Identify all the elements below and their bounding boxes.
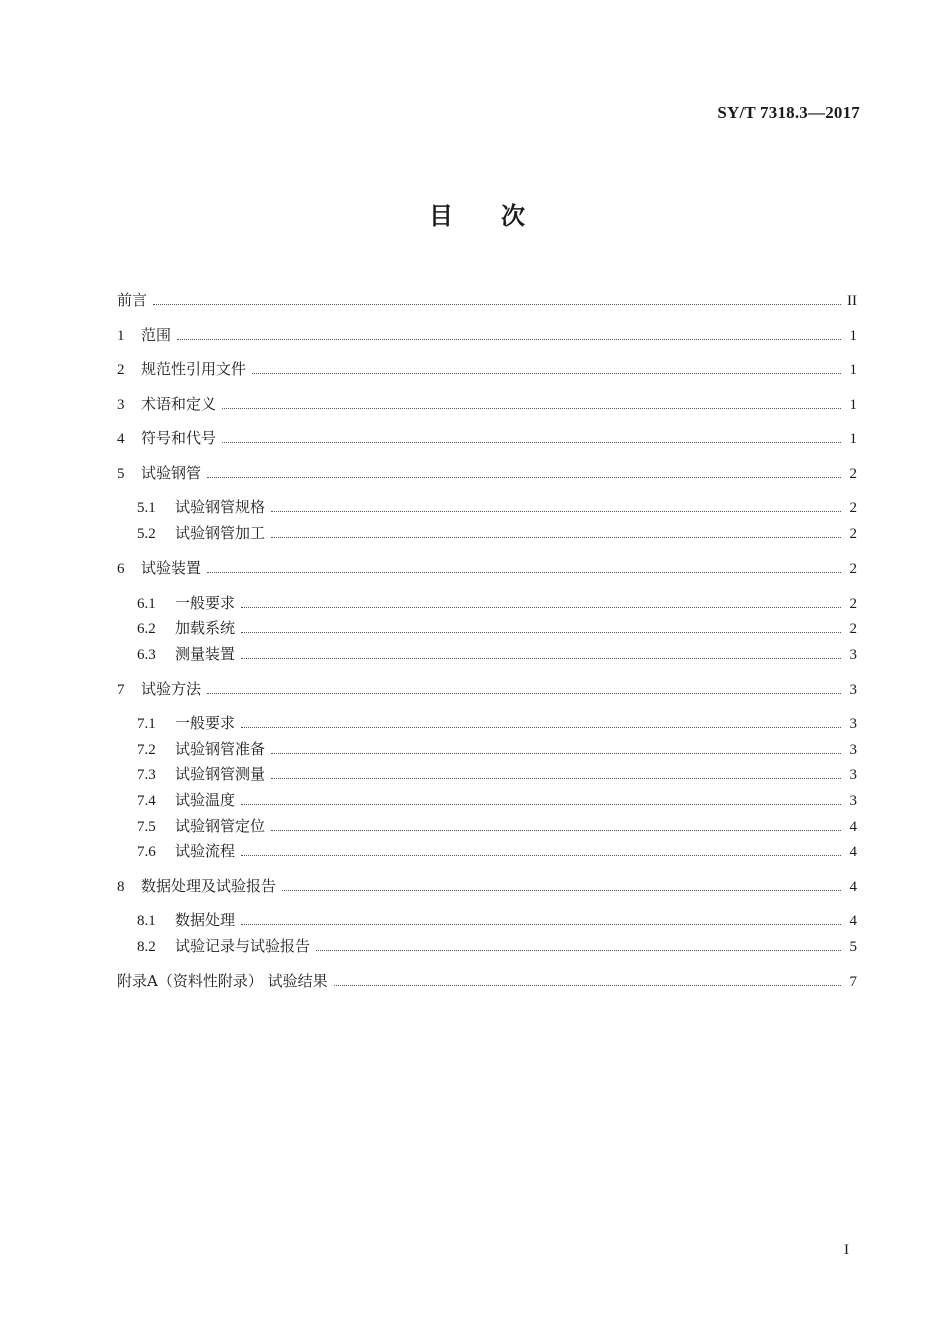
toc-entry-label: 试验钢管加工 — [175, 524, 266, 542]
toc-entry-number: 7.3 — [137, 767, 156, 783]
toc-title: 目次 — [429, 202, 573, 230]
toc-entry-number: 5.1 — [137, 500, 156, 516]
toc-dot-leader — [153, 304, 841, 305]
toc-dot-leader — [316, 950, 841, 951]
toc-entry-number: 6.3 — [137, 647, 156, 663]
toc-entry-page: 2 — [849, 596, 857, 612]
toc-entry-page: 3 — [849, 793, 857, 809]
toc-dot-leader — [241, 658, 841, 659]
toc-entry-page: 2 — [849, 621, 857, 637]
toc-entry-label: 测量装置 — [175, 645, 236, 663]
toc-entry-number: 8.1 — [137, 913, 156, 929]
toc-entry-page: 1 — [849, 362, 857, 378]
toc-entry[interactable] — [117, 393, 857, 415]
toc-entry[interactable] — [137, 909, 857, 931]
toc-entry[interactable] — [137, 643, 857, 665]
toc-entry[interactable] — [117, 427, 857, 449]
toc-entry-page: 5 — [849, 939, 857, 955]
toc-entry[interactable] — [137, 840, 857, 862]
toc-entry-label: 试验钢管规格 — [175, 498, 266, 516]
toc-entry[interactable] — [137, 815, 857, 837]
toc-dot-leader — [271, 778, 841, 779]
toc-entry[interactable] — [117, 462, 857, 484]
toc-entry-label: 试验钢管准备 — [175, 740, 266, 758]
toc-entry-page: 2 — [849, 466, 857, 482]
toc-entry-label: 术语和定义 — [141, 395, 217, 413]
toc-entry[interactable] — [117, 875, 857, 897]
toc-entry-number: 7.5 — [137, 819, 156, 835]
toc-entry-page: 3 — [849, 742, 857, 758]
toc-entry-number: 6.2 — [137, 621, 156, 637]
toc-entry[interactable] — [117, 324, 857, 346]
toc-entry[interactable] — [137, 789, 857, 811]
toc-entry-page: 1 — [849, 328, 857, 344]
toc-entry[interactable] — [137, 522, 857, 544]
toc-entry-number: 2 — [117, 362, 125, 378]
toc-dot-leader — [282, 890, 841, 891]
toc-dot-leader — [177, 339, 841, 340]
toc-entry-label: 试验温度 — [175, 791, 236, 809]
toc-entry-number: 1 — [117, 328, 125, 344]
toc-entry-page: II — [847, 293, 857, 309]
toc-entry[interactable] — [117, 557, 857, 579]
toc-entry-number: 8 — [117, 879, 125, 895]
toc-entry-label: 试验方法 — [141, 680, 202, 698]
toc-entry-label: 范围 — [141, 326, 172, 344]
toc-entry[interactable] — [117, 289, 857, 311]
toc-entry-number: 7.6 — [137, 844, 156, 860]
toc-entry-label: 试验装置 — [141, 559, 202, 577]
toc-entry[interactable] — [137, 496, 857, 518]
toc-dot-leader — [222, 442, 841, 443]
toc-entry-number: 7 — [117, 682, 125, 698]
toc-entry-number: 5.2 — [137, 526, 156, 542]
toc-entry-label: 规范性引用文件 — [141, 360, 247, 378]
toc-entry-page: 4 — [849, 879, 857, 895]
toc-dot-leader — [271, 830, 841, 831]
toc-entry-page: 3 — [849, 682, 857, 698]
toc-entry-label: 试验流程 — [175, 842, 236, 860]
toc-entry-label: 试验记录与试验报告 — [175, 937, 311, 955]
toc-entry[interactable] — [137, 712, 857, 734]
toc-entry-number: 6 — [117, 561, 125, 577]
toc-entry-page: 2 — [849, 561, 857, 577]
toc-entry-label: 数据处理及试验报告 — [141, 877, 277, 895]
toc-entry[interactable] — [137, 935, 857, 957]
toc-dot-leader — [334, 985, 841, 986]
toc-entry[interactable] — [137, 763, 857, 785]
toc-entry[interactable] — [137, 592, 857, 614]
toc-entry-label: 试验钢管 — [141, 464, 202, 482]
toc-entry-number: 4 — [117, 431, 125, 447]
toc-entry-page: 7 — [849, 974, 857, 990]
toc-entry-label: 一般要求 — [175, 714, 236, 732]
page-number: I — [844, 1242, 849, 1258]
toc-entry-page: 1 — [849, 397, 857, 413]
toc-dot-leader — [252, 373, 841, 374]
toc-dot-leader — [207, 477, 841, 478]
toc-dot-leader — [207, 693, 841, 694]
toc-entry-label: 数据处理 — [175, 911, 236, 929]
toc-entry-number: 7.4 — [137, 793, 156, 809]
toc-dot-leader — [241, 632, 841, 633]
toc-entry-number: 8.2 — [137, 939, 156, 955]
standard-code: SY/T 7318.3—2017 — [717, 103, 860, 122]
toc-entry-number: 6.1 — [137, 596, 156, 612]
toc-entry[interactable] — [137, 738, 857, 760]
toc-entry-label: 一般要求 — [175, 594, 236, 612]
toc-entry[interactable] — [137, 617, 857, 639]
toc-entry-label: 符号和代号 — [141, 429, 217, 447]
toc-entry[interactable] — [117, 678, 857, 700]
toc-entry-page: 1 — [849, 431, 857, 447]
toc-entry[interactable] — [117, 358, 857, 380]
toc-dot-leader — [207, 572, 841, 573]
toc-entry-number: 7.2 — [137, 742, 156, 758]
toc-entry[interactable] — [117, 970, 857, 992]
toc-entry-number: 5 — [117, 466, 125, 482]
toc-entry-label: 附录A（资料性附录） 试验结果 — [117, 972, 328, 990]
toc-entry-page: 3 — [849, 767, 857, 783]
toc-dot-leader — [241, 855, 841, 856]
toc-dot-leader — [241, 924, 841, 925]
toc-entry-page: 4 — [849, 819, 857, 835]
toc-dot-leader — [241, 804, 841, 805]
toc-dot-leader — [222, 408, 841, 409]
toc-dot-leader — [271, 537, 841, 538]
toc-entry-number: 7.1 — [137, 716, 156, 732]
toc-dot-leader — [241, 607, 841, 608]
toc-entry-page: 2 — [849, 526, 857, 542]
toc-entry-page: 3 — [849, 716, 857, 732]
toc-entry-label: 前言 — [117, 291, 148, 309]
toc-dot-leader — [271, 511, 841, 512]
toc-dot-leader — [271, 753, 841, 754]
toc-entry-label: 试验钢管定位 — [175, 817, 266, 835]
toc-entry-page: 2 — [849, 500, 857, 516]
toc-entry-label: 加载系统 — [175, 619, 236, 637]
toc-entry-page: 4 — [849, 844, 857, 860]
toc-entry-label: 试验钢管测量 — [175, 765, 266, 783]
toc-entry-page: 4 — [849, 913, 857, 929]
toc-dot-leader — [241, 727, 841, 728]
toc-entry-number: 3 — [117, 397, 125, 413]
toc-entry-page: 3 — [849, 647, 857, 663]
